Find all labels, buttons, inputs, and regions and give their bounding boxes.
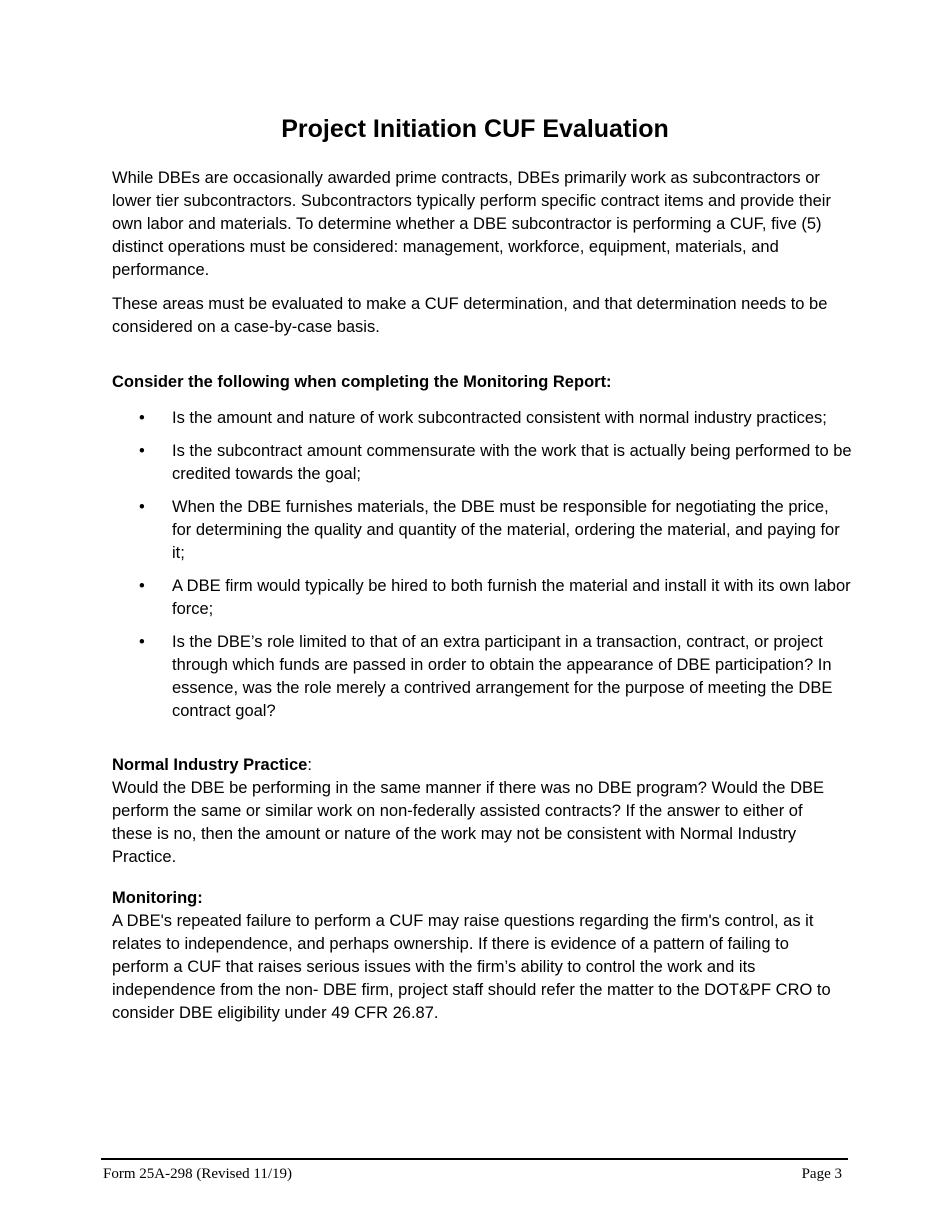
monitoring-text: A DBE's repeated failure to perform a CUF may raise questions regarding the firm's control, as it relates to independence, and perhaps ownership. If there is evidence of a pattern of failing to perform a CUF that raises serious issues with the firm’s ability to control the work and its independence from the non- DBE firm, project staff should refer the matter to the DOT&PF CRO to consider DBE eligibility under 49 CFR 26.87. bbox=[112, 912, 831, 1022]
list-item bbox=[112, 407, 852, 430]
list-item-text: A DBE firm would typically be hired to both furnish the material and install it with its own labor force; bbox=[172, 577, 851, 618]
list-item-text: Is the DBE’s role limited to that of an extra participant in a transaction, contract, or project through which funds are passed in order to obtain the appearance of DBE participation? In essence, was the role merely a contrived arrangement for the purpose of meeting the DBE contract goal? bbox=[172, 633, 833, 720]
list-item-text: Is the subcontract amount commensurate with the work that is actually being performed to be credited towards the goal; bbox=[172, 442, 852, 483]
consider-heading: Consider the following when completing the Monitoring Report: bbox=[112, 373, 612, 391]
consider-list bbox=[112, 407, 852, 733]
list-item-text: When the DBE furnishes materials, the DBE must be responsible for negotiating the price, for determining the quality and quantity of the material, ordering the material, and paying for it; bbox=[172, 498, 840, 562]
bullet-icon: • bbox=[139, 409, 145, 427]
normal-industry-section bbox=[112, 754, 847, 869]
bullet-icon: • bbox=[139, 577, 145, 595]
evaluate-paragraph: These areas must be evaluated to make a CUF determination, and that determination needs to be considered on a case-by-case basis. bbox=[112, 295, 828, 336]
monitoring-heading: Monitoring: bbox=[112, 889, 203, 907]
footer-divider bbox=[101, 1158, 848, 1160]
bullet-icon: • bbox=[139, 442, 145, 460]
page-number: Page 3 bbox=[801, 1166, 842, 1182]
monitoring-section bbox=[112, 887, 847, 1025]
normal-industry-text: Would the DBE be performing in the same manner if there was no DBE program? Would the DBE perform the same or similar work on non-federally assisted contracts? If the answer to either of these is no, then the amount or nature of the work may not be consistent with Normal Industry Practice. bbox=[112, 779, 824, 866]
list-item-text: Is the amount and nature of work subcontracted consistent with normal industry practices; bbox=[172, 409, 827, 427]
list-item bbox=[112, 496, 852, 565]
bullet-icon: • bbox=[139, 633, 145, 651]
bullet-icon: • bbox=[139, 498, 145, 516]
page-title: Project Initiation CUF Evaluation bbox=[281, 115, 669, 143]
list-item bbox=[112, 631, 852, 723]
intro-paragraph: While DBEs are occasionally awarded prime contracts, DBEs primarily work as subcontractors or lower tier subcontractors. Subcontractors typically perform specific contract items and provide their own labor and materials. To determine whether a DBE subcontractor is performing a CUF, five (5) distinct operations must be considered: management, workforce, equipment, materials, and performance. bbox=[112, 169, 831, 279]
list-item bbox=[112, 440, 852, 486]
form-number: Form 25A-298 (Revised 11/19) bbox=[103, 1166, 293, 1182]
normal-industry-heading: Normal Industry Practice bbox=[112, 756, 308, 774]
list-item bbox=[112, 575, 852, 621]
normal-industry-colon: : bbox=[307, 756, 312, 774]
